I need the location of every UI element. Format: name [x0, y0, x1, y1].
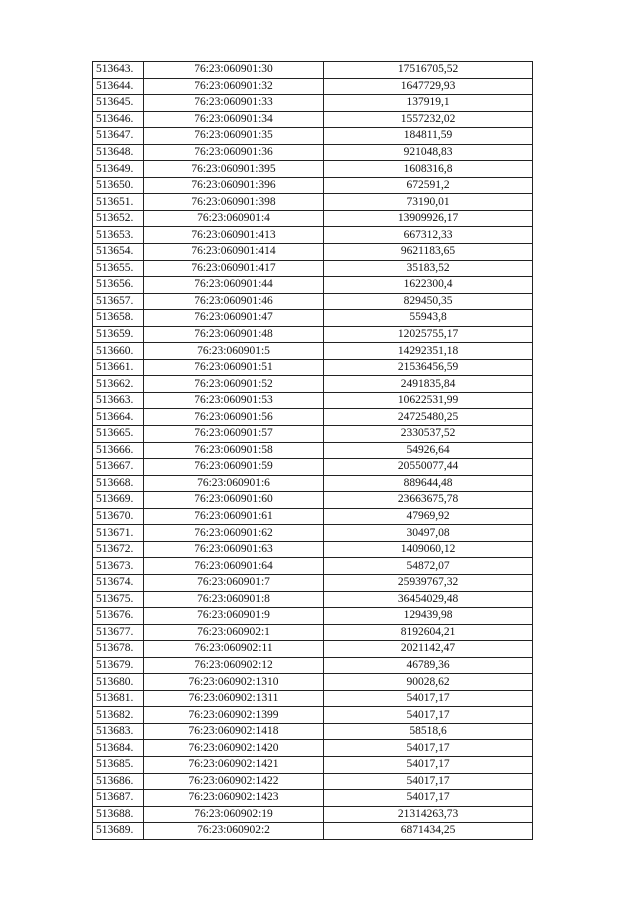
cadastral-number-cell: 76:23:060901:4 [144, 210, 324, 227]
table-row [93, 111, 533, 128]
cadastral-value-cell: 24725480,25 [324, 409, 533, 426]
cadastral-value-cell: 2491835,84 [324, 376, 533, 393]
cadastral-number-cell: 76:23:060901:30 [144, 62, 324, 79]
table-row [93, 492, 533, 509]
table-row [93, 359, 533, 376]
cadastral-number-cell: 76:23:060901:34 [144, 111, 324, 128]
cadastral-number-cell: 76:23:060901:61 [144, 508, 324, 525]
cadastral-number-cell: 76:23:060902:19 [144, 806, 324, 823]
cadastral-value-cell: 8192604,21 [324, 624, 533, 641]
cadastral-number-cell: 76:23:060902:1423 [144, 790, 324, 807]
cadastral-number-cell: 76:23:060902:1310 [144, 674, 324, 691]
cadastral-value-cell: 10622531,99 [324, 392, 533, 409]
cadastral-number-cell: 76:23:060902:1 [144, 624, 324, 641]
table-row [93, 177, 533, 194]
cadastral-value-cell: 90028,62 [324, 674, 533, 691]
row-number-cell: 513686. [93, 773, 144, 790]
row-number-cell: 513676. [93, 608, 144, 625]
row-number-cell: 513669. [93, 492, 144, 509]
table-row [93, 459, 533, 476]
cadastral-number-cell: 76:23:060901:413 [144, 227, 324, 244]
table-row [93, 326, 533, 343]
cadastral-value-cell: 54017,17 [324, 756, 533, 773]
cadastral-value-cell: 667312,33 [324, 227, 533, 244]
row-number-cell: 513663. [93, 392, 144, 409]
cadastral-number-cell: 76:23:060901:396 [144, 177, 324, 194]
cadastral-number-cell: 76:23:060901:9 [144, 608, 324, 625]
row-number-cell: 513656. [93, 277, 144, 294]
table-row [93, 773, 533, 790]
row-number-cell: 513643. [93, 62, 144, 79]
cadastral-value-cell: 30497,08 [324, 525, 533, 542]
table-row [93, 62, 533, 79]
cadastral-value-cell: 1647729,93 [324, 78, 533, 95]
table-row [93, 790, 533, 807]
row-number-cell: 513680. [93, 674, 144, 691]
table-row [93, 376, 533, 393]
row-number-cell: 513689. [93, 823, 144, 840]
row-number-cell: 513647. [93, 128, 144, 145]
table-row [93, 690, 533, 707]
table-row [93, 128, 533, 145]
table-row [93, 310, 533, 327]
cadastral-number-cell: 76:23:060902:1311 [144, 690, 324, 707]
cadastral-value-cell: 25939767,32 [324, 574, 533, 591]
table-row [93, 674, 533, 691]
row-number-cell: 513655. [93, 260, 144, 277]
row-number-cell: 513657. [93, 293, 144, 310]
cadastral-value-cell: 35183,52 [324, 260, 533, 277]
cadastral-number-cell: 76:23:060901:33 [144, 95, 324, 112]
cadastral-number-cell: 76:23:060902:1420 [144, 740, 324, 757]
cadastral-value-cell: 54017,17 [324, 773, 533, 790]
row-number-cell: 513677. [93, 624, 144, 641]
cadastral-number-cell: 76:23:060901:5 [144, 343, 324, 360]
cadastral-value-cell: 21314263,73 [324, 806, 533, 823]
row-number-cell: 513650. [93, 177, 144, 194]
table-row [93, 624, 533, 641]
cadastral-value-cell: 73190,01 [324, 194, 533, 211]
row-number-cell: 513666. [93, 442, 144, 459]
cadastral-value-cell: 17516705,52 [324, 62, 533, 79]
row-number-cell: 513651. [93, 194, 144, 211]
cadastral-number-cell: 76:23:060902:2 [144, 823, 324, 840]
table-row [93, 806, 533, 823]
table-row [93, 426, 533, 443]
cadastral-value-cell: 1557232,02 [324, 111, 533, 128]
cadastral-value-cell: 21536456,59 [324, 359, 533, 376]
table-row [93, 194, 533, 211]
row-number-cell: 513673. [93, 558, 144, 575]
row-number-cell: 513675. [93, 591, 144, 608]
row-number-cell: 513679. [93, 657, 144, 674]
cadastral-value-cell: 54926,64 [324, 442, 533, 459]
table-row [93, 244, 533, 261]
cadastral-value-cell: 829450,35 [324, 293, 533, 310]
table-row [93, 657, 533, 674]
table-row [93, 144, 533, 161]
cadastral-value-cell: 9621183,65 [324, 244, 533, 261]
table-row [93, 558, 533, 575]
cadastral-number-cell: 76:23:060902:1422 [144, 773, 324, 790]
cadastral-value-cell: 54872,07 [324, 558, 533, 575]
cadastral-number-cell: 76:23:060901:32 [144, 78, 324, 95]
table-row [93, 608, 533, 625]
row-number-cell: 513687. [93, 790, 144, 807]
cadastral-number-cell: 76:23:060901:6 [144, 475, 324, 492]
cadastral-value-cell: 23663675,78 [324, 492, 533, 509]
cadastral-value-cell: 54017,17 [324, 690, 533, 707]
cadastral-value-cell: 2021142,47 [324, 641, 533, 658]
table-row [93, 343, 533, 360]
cadastral-value-cell: 36454029,48 [324, 591, 533, 608]
row-number-cell: 513660. [93, 343, 144, 360]
table-row [93, 740, 533, 757]
cadastral-value-cell: 1409060,12 [324, 541, 533, 558]
row-number-cell: 513671. [93, 525, 144, 542]
row-number-cell: 513645. [93, 95, 144, 112]
cadastral-number-cell: 76:23:060901:60 [144, 492, 324, 509]
cadastral-number-cell: 76:23:060901:52 [144, 376, 324, 393]
cadastral-value-cell: 1608316,8 [324, 161, 533, 178]
row-number-cell: 513674. [93, 574, 144, 591]
row-number-cell: 513653. [93, 227, 144, 244]
cadastral-value-cell: 129439,98 [324, 608, 533, 625]
table-row [93, 442, 533, 459]
cadastral-value-cell: 20550077,44 [324, 459, 533, 476]
cadastral-value-cell: 13909926,17 [324, 210, 533, 227]
cadastral-value-cell: 54017,17 [324, 707, 533, 724]
table-row [93, 641, 533, 658]
cadastral-number-cell: 76:23:060901:8 [144, 591, 324, 608]
table-row [93, 756, 533, 773]
row-number-cell: 513661. [93, 359, 144, 376]
table-body [93, 62, 533, 840]
table-row [93, 525, 533, 542]
row-number-cell: 513670. [93, 508, 144, 525]
cadastral-value-cell: 921048,83 [324, 144, 533, 161]
row-number-cell: 513654. [93, 244, 144, 261]
cadastral-value-cell: 672591,2 [324, 177, 533, 194]
row-number-cell: 513665. [93, 426, 144, 443]
table-row [93, 475, 533, 492]
cadastral-value-cell: 58518,6 [324, 723, 533, 740]
row-number-cell: 513688. [93, 806, 144, 823]
table-row [93, 392, 533, 409]
table-row [93, 541, 533, 558]
cadastral-number-cell: 76:23:060901:59 [144, 459, 324, 476]
row-number-cell: 513681. [93, 690, 144, 707]
cadastral-value-cell: 6871434,25 [324, 823, 533, 840]
table-row [93, 78, 533, 95]
cadastral-value-cell: 55943,8 [324, 310, 533, 327]
cadastral-number-cell: 76:23:060902:12 [144, 657, 324, 674]
cadastral-number-cell: 76:23:060901:48 [144, 326, 324, 343]
row-number-cell: 513652. [93, 210, 144, 227]
cadastral-number-cell: 76:23:060901:64 [144, 558, 324, 575]
cadastral-number-cell: 76:23:060901:414 [144, 244, 324, 261]
table-row [93, 823, 533, 840]
cadastral-number-cell: 76:23:060901:51 [144, 359, 324, 376]
row-number-cell: 513649. [93, 161, 144, 178]
cadastral-number-cell: 76:23:060902:1399 [144, 707, 324, 724]
cadastral-number-cell: 76:23:060901:53 [144, 392, 324, 409]
row-number-cell: 513646. [93, 111, 144, 128]
cadastral-number-cell: 76:23:060901:57 [144, 426, 324, 443]
cadastral-number-cell: 76:23:060902:1418 [144, 723, 324, 740]
cadastral-value-cell: 47969,92 [324, 508, 533, 525]
cadastral-number-cell: 76:23:060901:44 [144, 277, 324, 294]
table-row [93, 409, 533, 426]
row-number-cell: 513648. [93, 144, 144, 161]
cadastral-value-cell: 137919,1 [324, 95, 533, 112]
cadastral-value-cell: 54017,17 [324, 740, 533, 757]
row-number-cell: 513683. [93, 723, 144, 740]
cadastral-number-cell: 76:23:060901:35 [144, 128, 324, 145]
table-row [93, 260, 533, 277]
cadastral-number-cell: 76:23:060901:62 [144, 525, 324, 542]
cadastral-number-cell: 76:23:060901:47 [144, 310, 324, 327]
row-number-cell: 513682. [93, 707, 144, 724]
cadastral-value-cell: 14292351,18 [324, 343, 533, 360]
row-number-cell: 513684. [93, 740, 144, 757]
row-number-cell: 513685. [93, 756, 144, 773]
cadastral-number-cell: 76:23:060901:417 [144, 260, 324, 277]
row-number-cell: 513668. [93, 475, 144, 492]
cadastral-number-cell: 76:23:060902:11 [144, 641, 324, 658]
cadastral-number-cell: 76:23:060901:56 [144, 409, 324, 426]
cadastral-number-cell: 76:23:060901:395 [144, 161, 324, 178]
table-row [93, 161, 533, 178]
cadastral-number-cell: 76:23:060901:58 [144, 442, 324, 459]
row-number-cell: 513672. [93, 541, 144, 558]
cadastral-number-cell: 76:23:060901:46 [144, 293, 324, 310]
cadastral-number-cell: 76:23:060901:398 [144, 194, 324, 211]
table-row [93, 723, 533, 740]
cadastral-number-cell: 76:23:060901:63 [144, 541, 324, 558]
cadastral-value-cell: 184811,59 [324, 128, 533, 145]
cadastral-number-cell: 76:23:060902:1421 [144, 756, 324, 773]
cadastral-value-cell: 889644,48 [324, 475, 533, 492]
table-row [93, 707, 533, 724]
cadastral-number-cell: 76:23:060901:7 [144, 574, 324, 591]
row-number-cell: 513662. [93, 376, 144, 393]
table-row [93, 591, 533, 608]
row-number-cell: 513659. [93, 326, 144, 343]
table-row [93, 277, 533, 294]
row-number-cell: 513664. [93, 409, 144, 426]
table-row [93, 293, 533, 310]
table-row [93, 210, 533, 227]
row-number-cell: 513644. [93, 78, 144, 95]
cadastral-value-table [92, 61, 533, 840]
cadastral-value-cell: 1622300,4 [324, 277, 533, 294]
row-number-cell: 513678. [93, 641, 144, 658]
cadastral-value-cell: 46789,36 [324, 657, 533, 674]
table-row [93, 508, 533, 525]
row-number-cell: 513658. [93, 310, 144, 327]
row-number-cell: 513667. [93, 459, 144, 476]
cadastral-value-cell: 54017,17 [324, 790, 533, 807]
cadastral-value-cell: 2330537,52 [324, 426, 533, 443]
cadastral-value-cell: 12025755,17 [324, 326, 533, 343]
table-row [93, 95, 533, 112]
cadastral-number-cell: 76:23:060901:36 [144, 144, 324, 161]
table-row [93, 227, 533, 244]
table-row [93, 574, 533, 591]
